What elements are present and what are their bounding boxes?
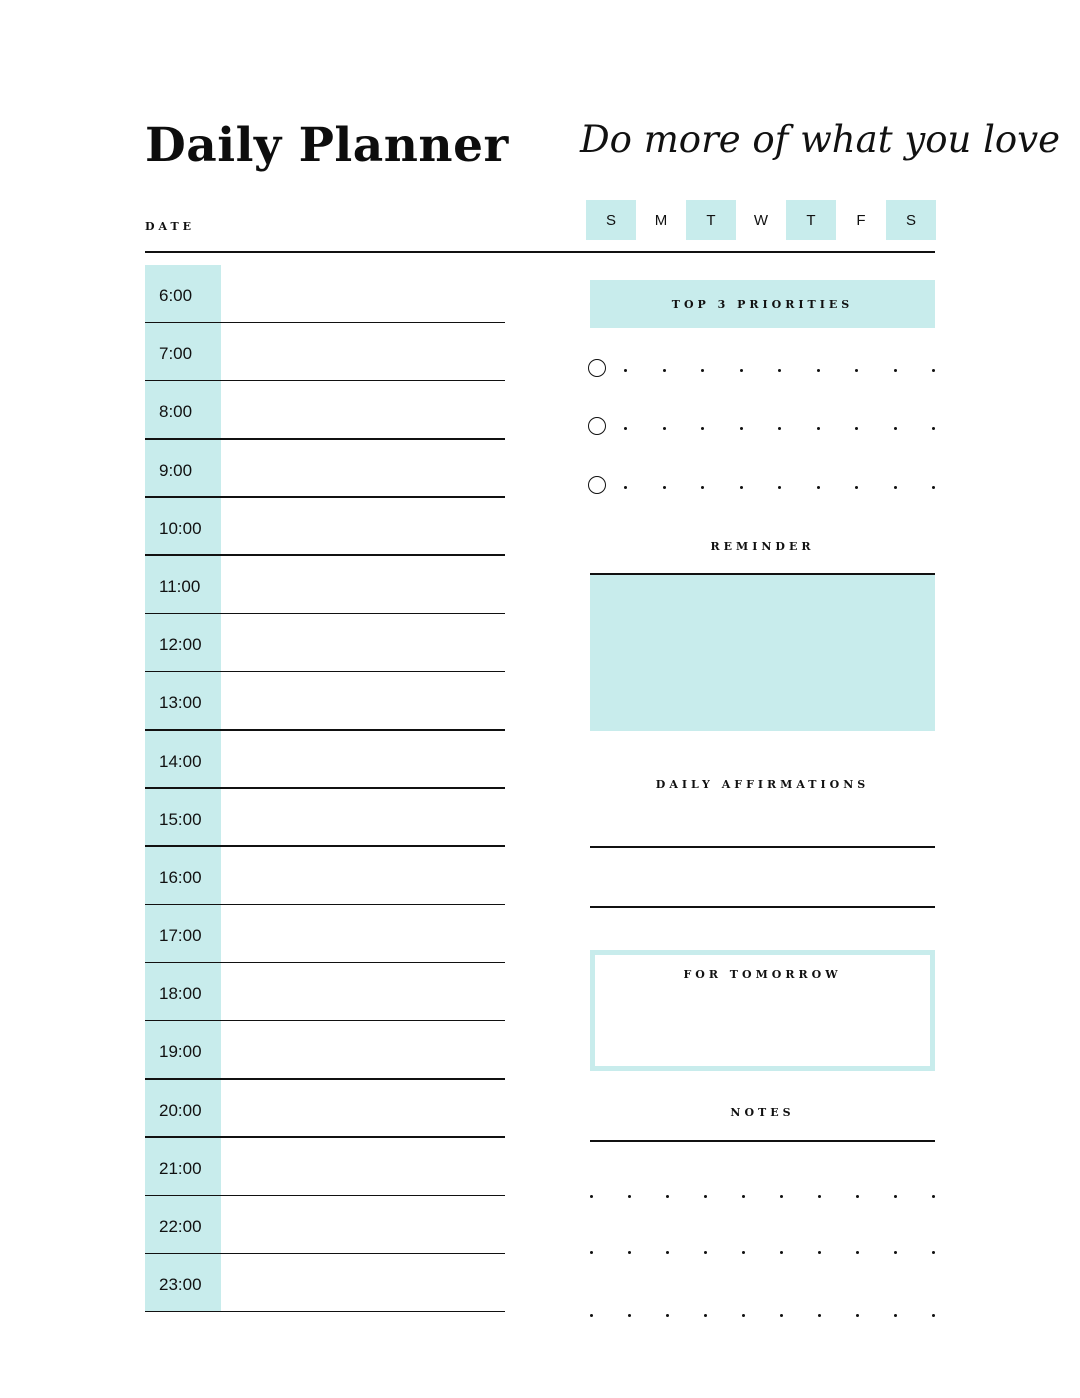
hour-label: 10:00 <box>159 518 202 538</box>
hour-cell <box>145 556 221 614</box>
hour-cell <box>145 905 221 963</box>
schedule-row[interactable] <box>145 440 505 498</box>
schedule-row[interactable] <box>145 1021 505 1079</box>
hour-line <box>145 1311 505 1313</box>
reminder-area[interactable] <box>590 575 935 731</box>
hour-label: 17:00 <box>159 926 202 946</box>
hourly-schedule <box>145 265 505 1312</box>
dotted-line <box>624 486 935 490</box>
schedule-row[interactable] <box>145 1196 505 1254</box>
hour-cell <box>145 789 221 847</box>
affirmation-line[interactable] <box>590 846 935 848</box>
dotted-line <box>624 369 935 373</box>
weekday-monday[interactable]: M <box>654 211 668 229</box>
hour-cell <box>145 381 221 439</box>
hour-label: 8:00 <box>159 402 193 422</box>
hour-cell <box>145 440 221 498</box>
hour-label: 13:00 <box>159 693 202 713</box>
schedule-row[interactable] <box>145 265 505 323</box>
priority-item[interactable] <box>588 417 935 443</box>
hour-label: 6:00 <box>159 286 193 305</box>
hour-label: 15:00 <box>159 809 202 829</box>
schedule-row[interactable] <box>145 556 505 614</box>
hour-cell <box>145 1196 221 1254</box>
hour-label: 12:00 <box>159 635 202 655</box>
schedule-row[interactable] <box>145 381 505 439</box>
dotted-line <box>624 427 935 431</box>
hour-label: 20:00 <box>159 1100 202 1120</box>
schedule-row[interactable] <box>145 847 505 905</box>
weekday-wednesday[interactable]: W <box>753 211 769 229</box>
checkbox-circle-icon[interactable] <box>588 476 606 494</box>
hour-label: 21:00 <box>159 1158 202 1178</box>
weekday-tuesday[interactable]: T <box>686 200 736 240</box>
schedule-row[interactable] <box>145 614 505 672</box>
hour-cell <box>145 1021 221 1079</box>
affirmations-label: DAILY AFFIRMATIONS <box>655 778 870 791</box>
reminder-label: REMINDER <box>710 540 815 553</box>
notes-label: NOTES <box>730 1106 795 1119</box>
affirmation-line[interactable] <box>590 906 935 908</box>
notes-dot-row <box>590 1195 935 1199</box>
schedule-row[interactable] <box>145 1254 505 1312</box>
priorities-label: TOP 3 PRIORITIES <box>671 297 854 311</box>
hour-cell <box>145 731 221 789</box>
hour-label: 7:00 <box>159 344 193 364</box>
tagline: Do more of what you love <box>580 118 1061 161</box>
notes-divider <box>590 1140 935 1142</box>
weekday-sunday[interactable]: S <box>586 200 636 240</box>
notes-dot-row <box>590 1314 935 1318</box>
priority-item[interactable] <box>588 476 935 502</box>
hour-cell <box>145 672 221 730</box>
hour-label: 18:00 <box>159 984 202 1004</box>
schedule-row[interactable] <box>145 672 505 730</box>
notes-dot-row <box>590 1251 935 1255</box>
page-title: Daily Planner <box>145 118 509 173</box>
weekday-selector <box>586 200 936 240</box>
date-label: DATE <box>145 220 196 233</box>
schedule-row[interactable] <box>145 789 505 847</box>
hour-label: 11:00 <box>159 576 201 596</box>
hour-label: 19:00 <box>159 1042 202 1062</box>
hour-cell <box>145 963 221 1021</box>
weekday-saturday[interactable]: S <box>886 200 936 240</box>
checkbox-circle-icon[interactable] <box>588 359 606 377</box>
priorities-header <box>590 280 935 328</box>
header-divider <box>145 251 935 253</box>
hour-cell <box>145 847 221 905</box>
hour-cell <box>145 323 221 381</box>
schedule-row[interactable] <box>145 1080 505 1138</box>
hour-cell <box>145 265 221 323</box>
hour-label: 9:00 <box>159 460 193 480</box>
hour-label: 23:00 <box>159 1275 202 1295</box>
schedule-row[interactable] <box>145 498 505 556</box>
weekday-friday[interactable]: F <box>856 211 866 229</box>
schedule-row[interactable] <box>145 905 505 963</box>
hour-cell <box>145 1254 221 1312</box>
schedule-row[interactable] <box>145 731 505 789</box>
checkbox-circle-icon[interactable] <box>588 417 606 435</box>
schedule-row[interactable] <box>145 1138 505 1196</box>
hour-label: 16:00 <box>159 867 202 887</box>
tomorrow-label: FOR TOMORROW <box>683 968 842 981</box>
hour-label: 14:00 <box>159 751 202 771</box>
hour-cell <box>145 498 221 556</box>
hour-cell <box>145 1138 221 1196</box>
hour-label: 22:00 <box>159 1217 202 1236</box>
hour-cell <box>145 1080 221 1138</box>
hour-cell <box>145 614 221 672</box>
schedule-row[interactable] <box>145 963 505 1021</box>
schedule-row[interactable] <box>145 323 505 381</box>
priority-item[interactable] <box>588 359 935 385</box>
weekday-thursday[interactable]: T <box>786 200 836 240</box>
